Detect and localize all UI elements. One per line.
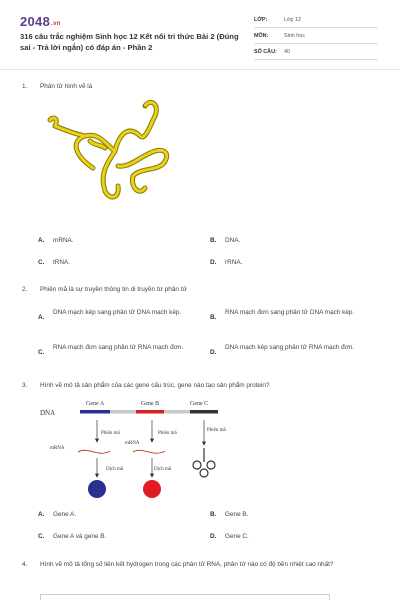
gene-b-label: Gene B xyxy=(141,401,160,407)
mrna-label-a: mRNA xyxy=(50,446,65,451)
spacer-segment-2 xyxy=(164,410,190,414)
gene-c-segment xyxy=(190,410,218,414)
trna-molecule-fill-icon xyxy=(50,102,167,197)
mrna-label-b: mRNA xyxy=(125,441,140,446)
trna-molecule-icon xyxy=(50,102,167,197)
gene-a-segment xyxy=(80,410,110,414)
spacer-segment-1 xyxy=(110,410,136,414)
meta-question-count: SỐ CÂU: 40 xyxy=(254,46,378,60)
mrna-b-strand xyxy=(133,450,165,453)
gene-a-label: Gene A xyxy=(86,401,105,407)
dna-label: DNA xyxy=(40,409,56,417)
gene-b-segment xyxy=(136,410,164,414)
meta-subject: MÔN: Sinh học xyxy=(254,30,378,44)
transcription-label-c: Phiên mã xyxy=(207,428,226,433)
question-2: 2. Phiên mã là sự truyền thông tin di truyền từ phân tử xyxy=(22,286,187,293)
meta-grade: LỚP: Lớp 12 xyxy=(254,14,378,28)
question-1: 1. Phân tử hình vẽ là xyxy=(22,83,93,90)
protein-a-icon xyxy=(88,480,106,498)
gene-products-figure xyxy=(38,396,238,500)
trna-molecule-figure xyxy=(45,96,185,206)
q4-figure-frame xyxy=(40,594,330,600)
question-3: 3. Hình vẽ mô tả sản phẩm của các gene cấu trúc, gene nào tạo sản phẩm protein? xyxy=(22,382,270,389)
site-logo[interactable]: 2048.vn xyxy=(20,14,61,29)
protein-b-icon xyxy=(143,480,161,498)
translation-label-b: Dịch mã xyxy=(154,467,172,472)
transcription-label-b: Phiên mã xyxy=(158,431,177,436)
transcription-label-a: Phiên mã xyxy=(101,431,120,436)
page-header xyxy=(0,0,400,70)
trna-icon xyxy=(193,448,215,477)
gene-c-label: Gene C xyxy=(190,401,209,407)
document-title: 316 câu trắc nghiệm Sinh học 12 Kết nối tri thức Bài 2 (Đúng sai - Trả lời ngắn) có đáp án - Phần 2 xyxy=(20,32,239,52)
translation-label-a: Dịch mã xyxy=(106,467,124,472)
mrna-a-strand xyxy=(78,450,110,453)
question-4: 4. Hình vẽ mô tả tổng số liên kết hydrogen trong các phân tử RNA, phân tử nào có độ bền nhiệt cao nhất? xyxy=(22,561,334,568)
